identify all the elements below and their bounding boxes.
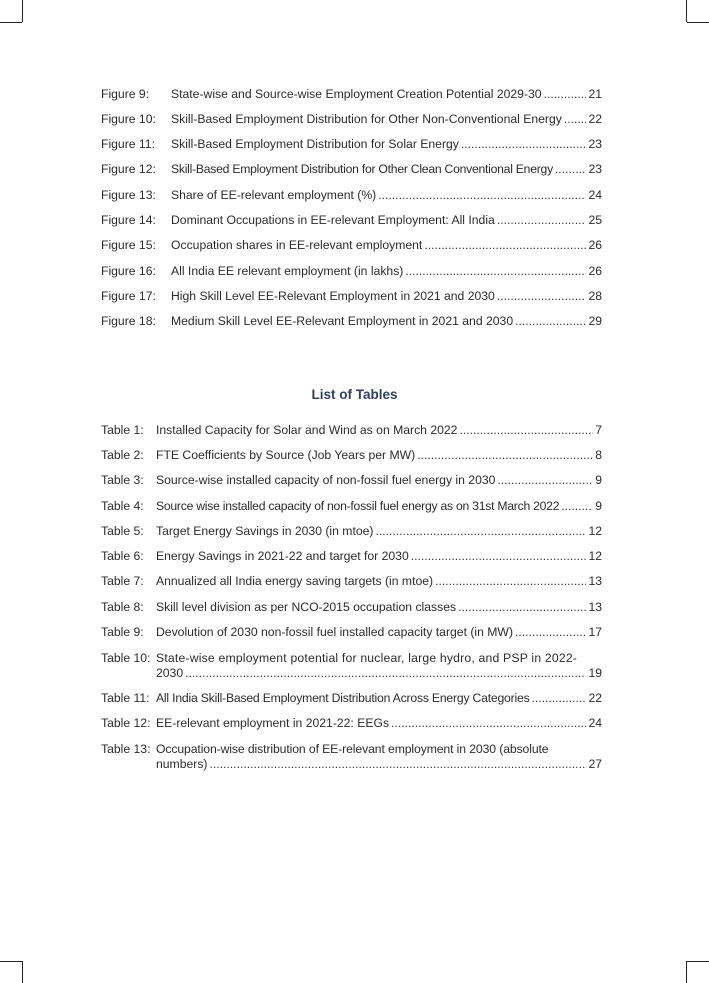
- figure-label: Figure 13:: [101, 188, 156, 202]
- leader-dots: [424, 238, 586, 253]
- figure-label: Figure 15:: [101, 238, 156, 252]
- leader-dots: [209, 757, 586, 772]
- table-title: Installed Capacity for Solar and Wind as on March 2022: [156, 423, 458, 437]
- figure-label: Figure 10:: [101, 112, 156, 126]
- leader-dots: [561, 499, 593, 514]
- leader-dots: [405, 264, 586, 279]
- crop-mark: [687, 961, 709, 962]
- page-number: 25: [588, 213, 602, 227]
- table-entry[interactable]: [101, 473, 602, 488]
- table-label: Table 3:: [101, 473, 144, 487]
- table-label: Table 13:: [101, 742, 151, 756]
- crop-mark: [22, 961, 23, 983]
- table-title: State-wise employment potential for nuclear, large hydro, and PSP in 2022-: [156, 651, 578, 665]
- table-entry[interactable]: [101, 423, 602, 438]
- leader-dots: [461, 137, 587, 152]
- figure-title: Skill-Based Employment Distribution for Other Clean Conventional Energy: [171, 162, 553, 176]
- crop-mark: [687, 22, 709, 23]
- leader-dots: [515, 625, 586, 640]
- figure-entry[interactable]: [101, 188, 602, 203]
- page-number: 9: [595, 499, 602, 513]
- figure-title: Skill-Based Employment Distribution for Other Non-Conventional Energy: [171, 112, 562, 126]
- table-entry[interactable]: [101, 448, 602, 463]
- table-label: Table 12:: [101, 716, 151, 730]
- figure-entry[interactable]: [101, 112, 602, 127]
- leader-dots: [497, 473, 593, 488]
- leader-dots: [564, 112, 587, 127]
- figure-entry[interactable]: [101, 162, 602, 177]
- table-label: Table 1:: [101, 423, 144, 437]
- table-title: Devolution of 2030 non-fossil fuel installed capacity target (in MW): [156, 625, 513, 639]
- page-number: 21: [588, 87, 602, 101]
- figure-label: Figure 14:: [101, 213, 156, 227]
- figure-label: Figure 18:: [101, 314, 156, 328]
- table-entry[interactable]: [101, 549, 602, 564]
- page-number: 26: [588, 264, 602, 278]
- table-entry[interactable]: [101, 574, 602, 589]
- figure-entry[interactable]: [101, 238, 602, 253]
- table-title: Target Energy Savings in 2030 (in mtoe): [156, 524, 374, 538]
- page-number: 27: [588, 757, 602, 771]
- crop-mark: [686, 0, 687, 22]
- leader-dots: [459, 423, 593, 438]
- table-label: Table 5:: [101, 524, 144, 538]
- table-title: Source-wise installed capacity of non-fossil fuel energy in 2030: [156, 473, 496, 487]
- page-number: 7: [595, 423, 602, 437]
- table-label: Table 10:: [101, 651, 151, 665]
- leader-dots: [555, 162, 587, 177]
- figure-entry[interactable]: [101, 289, 602, 304]
- figure-label: Figure 9:: [101, 87, 150, 101]
- leader-dots: [497, 213, 587, 228]
- table-title: Energy Savings in 2021-22 and target for 2030: [156, 549, 409, 563]
- crop-mark: [0, 961, 22, 962]
- figure-title: Occupation shares in EE-relevant employment: [171, 238, 423, 252]
- figure-label: Figure 17:: [101, 289, 156, 303]
- table-label: Table 11:: [101, 691, 150, 705]
- table-title: FTE Coefficients by Source (Job Years per MW): [156, 448, 416, 462]
- table-label: Table 7:: [101, 574, 144, 588]
- figure-title: State-wise and Source-wise Employment Creation Potential 2029-30: [171, 87, 542, 101]
- page-number: 12: [588, 549, 602, 563]
- table-entry[interactable]: [101, 716, 602, 731]
- figure-title: Skill-Based Employment Distribution for Solar Energy: [171, 137, 459, 151]
- page-number: 13: [588, 600, 602, 614]
- table-title: EE-relevant employment in 2021-22: EEGs: [156, 716, 390, 730]
- page-number: 24: [588, 716, 602, 730]
- page-number: 12: [588, 524, 602, 538]
- figure-title: Share of EE-relevant employment (%): [171, 188, 377, 202]
- table-title: Occupation-wise distribution of EE-relevant employment in 2030 (absolute: [156, 742, 549, 756]
- leader-dots: [375, 524, 586, 539]
- table-title-continued: 2030: [156, 666, 184, 680]
- table-title: Annualized all India energy saving targets (in mtoe): [156, 574, 434, 588]
- list-of-tables-heading: List of Tables: [311, 387, 398, 402]
- leader-dots: [411, 549, 587, 564]
- figure-label: Figure 11:: [101, 137, 155, 151]
- leader-dots: [185, 666, 586, 681]
- leader-dots: [417, 448, 593, 463]
- leader-dots: [497, 289, 587, 304]
- leader-dots: [435, 574, 586, 589]
- table-entry[interactable]: [101, 651, 602, 681]
- figure-entry[interactable]: [101, 213, 602, 228]
- table-entry[interactable]: [101, 499, 602, 514]
- table-entry[interactable]: [101, 691, 602, 706]
- crop-mark: [686, 961, 687, 983]
- table-label: Table 4:: [101, 499, 144, 513]
- table-label: Table 9:: [101, 625, 144, 639]
- leader-dots: [544, 87, 587, 102]
- table-title-continued: numbers): [156, 757, 208, 771]
- crop-mark: [0, 22, 22, 23]
- page-number: 19: [588, 666, 602, 680]
- table-label: Table 6:: [101, 549, 144, 563]
- crop-mark: [22, 0, 23, 22]
- page-number: 26: [588, 238, 602, 252]
- figure-label: Figure 16:: [101, 264, 156, 278]
- page-number: 29: [588, 314, 602, 328]
- leader-dots: [458, 600, 586, 615]
- figure-entry[interactable]: [101, 264, 602, 279]
- figure-title: Dominant Occupations in EE-relevant Employment: All India: [171, 213, 495, 227]
- figure-title: Medium Skill Level EE-Relevant Employment in 2021 and 2030: [171, 314, 514, 328]
- table-title: Skill level division as per NCO-2015 occupation classes: [156, 600, 457, 614]
- leader-dots: [515, 314, 586, 329]
- figure-label: Figure 12:: [101, 162, 156, 176]
- page-number: 23: [588, 162, 602, 176]
- figure-entry[interactable]: [101, 87, 602, 102]
- page-number: 8: [595, 448, 602, 462]
- page-number: 28: [588, 289, 602, 303]
- figure-title: All India EE relevant employment (in lakhs): [171, 264, 404, 278]
- figure-entry[interactable]: [101, 314, 602, 329]
- page-number: 17: [588, 625, 602, 639]
- page-number: 13: [588, 574, 602, 588]
- page-number: 9: [595, 473, 602, 487]
- table-label: Table 2:: [101, 448, 144, 462]
- leader-dots: [378, 188, 586, 203]
- table-entry[interactable]: [101, 625, 602, 640]
- page-number: 22: [588, 112, 602, 126]
- page-number: 23: [588, 137, 602, 151]
- table-label: Table 8:: [101, 600, 144, 614]
- figure-entry[interactable]: [101, 137, 602, 152]
- leader-dots: [531, 691, 586, 706]
- page-number: 22: [588, 691, 602, 705]
- page-number: 24: [588, 188, 602, 202]
- leader-dots: [391, 716, 586, 731]
- table-entry[interactable]: [101, 600, 602, 615]
- table-title: Source wise installed capacity of non-fossil fuel energy as on 31st March 2022: [156, 499, 560, 513]
- table-title: All India Skill-Based Employment Distribution Across Energy Categories: [156, 691, 530, 705]
- table-entry[interactable]: [101, 524, 602, 539]
- figure-title: High Skill Level EE-Relevant Employment in 2021 and 2030: [171, 289, 495, 303]
- table-entry[interactable]: [101, 742, 602, 772]
